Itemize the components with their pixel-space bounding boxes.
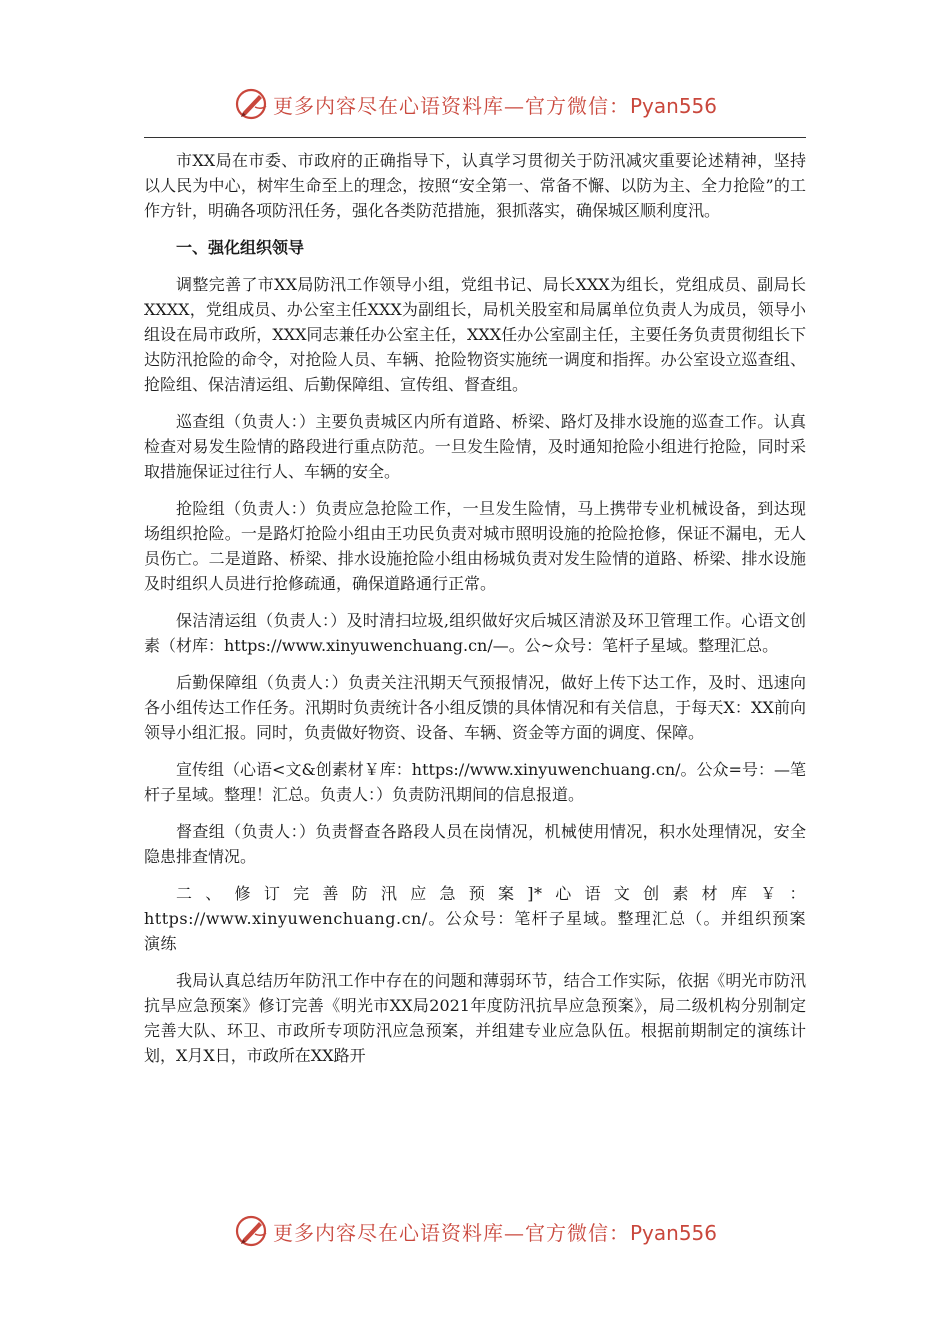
paragraph-logistics-group: 后勤保障组（负责人：）负责关注汛期天气预报情况，做好上传下达工作，及时、迅速向各小组传达工作任务。汛期时负责统计各小组反馈的具体情况和有关信息，于每天X：XX前向领导小组汇报。同时，负责做好物资、设备、车辆、资金等方面的调度、保障。	[144, 673, 806, 742]
banner-text	[273, 90, 717, 119]
section-heading-2: 二、修订完善防汛应急预案]*心语文创素材库￥：https://www.xinyuwenchuang.cn/。公众号：笔杆子星域。整理汇总（。并组织预案演练	[144, 884, 806, 953]
paragraph-publicity-group: 宣传组（心语<文&创素材￥库：https://www.xinyuwenchuang.cn/。公众=号：—笔杆子星域。整理！汇总。负责人：）负责防汛期间的信息报道。	[144, 760, 806, 804]
paragraph-leadership: 调整完善了市XX局防汛工作领导小组，党组书记、局长XXX为组长，党组成员、副局长XXXX，党组成员、办公室主任XXX为副组长，局机关股室和局属单位负责人为成员，领导小组设在局市政所，XXX同志兼任办公室主任，XXX任办公室副主任，主要任务负责贯彻组长下达防汛抢险的命令，对抢险人员、车辆、抢险物资实施统一调度和指挥。办公室设立巡查组、抢险组、保洁清运组、后勤保障组、宣传组、督查组。	[144, 275, 806, 394]
section-heading-1: 一、强化组织领导	[176, 238, 305, 257]
footer-banner	[0, 1211, 950, 1251]
pen-circle-logo-icon	[233, 86, 269, 122]
paragraph-cleaning-group: 保洁清运组（负责人：）及时清扫垃圾,组织做好灾后城区清淤及环卫管理工作。心语文创素（材库：https://www.xinyuwenchuang.cn/—。公~众号：笔杆子星域。整理汇总。	[144, 611, 806, 655]
header-divider	[144, 137, 806, 138]
paragraph-patrol-group: 巡查组（负责人：）主要负责城区内所有道路、桥梁、路灯及排水设施的巡查工作。认真检查对易发生险情的路段进行重点防范。一旦发生险情，及时通知抢险小组进行抢险，同时采取措施保证过往行人、车辆的安全。	[144, 412, 806, 481]
banner-cn: 更多内容尽在心语资料库—官方微信：	[272, 93, 630, 118]
paragraph-emergency-plan: 我局认真总结历年防汛工作中存在的问题和薄弱环节，结合工作实际，依据《明光市防汛抗旱应急预案》修订完善《明光市XX局2021年度防汛抗旱应急预案》，局二级机构分别制定完善大队、环卫、市政所专项防汛应急预案，并组建专业应急队伍。根据前期制定的演练计划，X月X日，市政所在XX路开	[144, 971, 806, 1065]
footer-banner-text	[273, 1217, 717, 1246]
paragraph-rescue-group: 抢险组（负责人：）负责应急抢险工作，一旦发生险情，马上携带专业机械设备，到达现场组织抢险。一是路灯抢险小组由王功民负责对城市照明设施的抢险抢修，保证不漏电，无人员伤亡。二是道路、桥梁、排水设施抢险小组由杨城负责对发生险情的道路、桥梁、排水设施及时组织人员进行抢修疏通，确保道路通行正常。	[144, 499, 806, 593]
document-body	[144, 148, 806, 1080]
paragraph-supervision-group: 督查组（负责人：）负责督查各路段人员在岗情况，机械使用情况，积水处理情况，安全隐患排查情况。	[144, 822, 806, 866]
footer-banner-cn: 更多内容尽在心语资料库—官方微信：	[272, 1220, 630, 1245]
banner-wechat-id: Pyan556	[629, 93, 717, 118]
header-banner	[0, 84, 950, 124]
pen-circle-logo-icon	[233, 1213, 269, 1249]
footer-banner-wechat-id: Pyan556	[629, 1220, 717, 1245]
intro-paragraph: 市XX局在市委、市政府的正确指导下，认真学习贯彻关于防汛减灾重要论述精神，坚持以人民为中心，树牢生命至上的理念，按照“安全第一、常备不懈、以防为主、全力抢险”的工作方针，明确各项防汛任务，强化各类防范措施，狠抓落实，确保城区顺利度汛。	[144, 151, 806, 220]
